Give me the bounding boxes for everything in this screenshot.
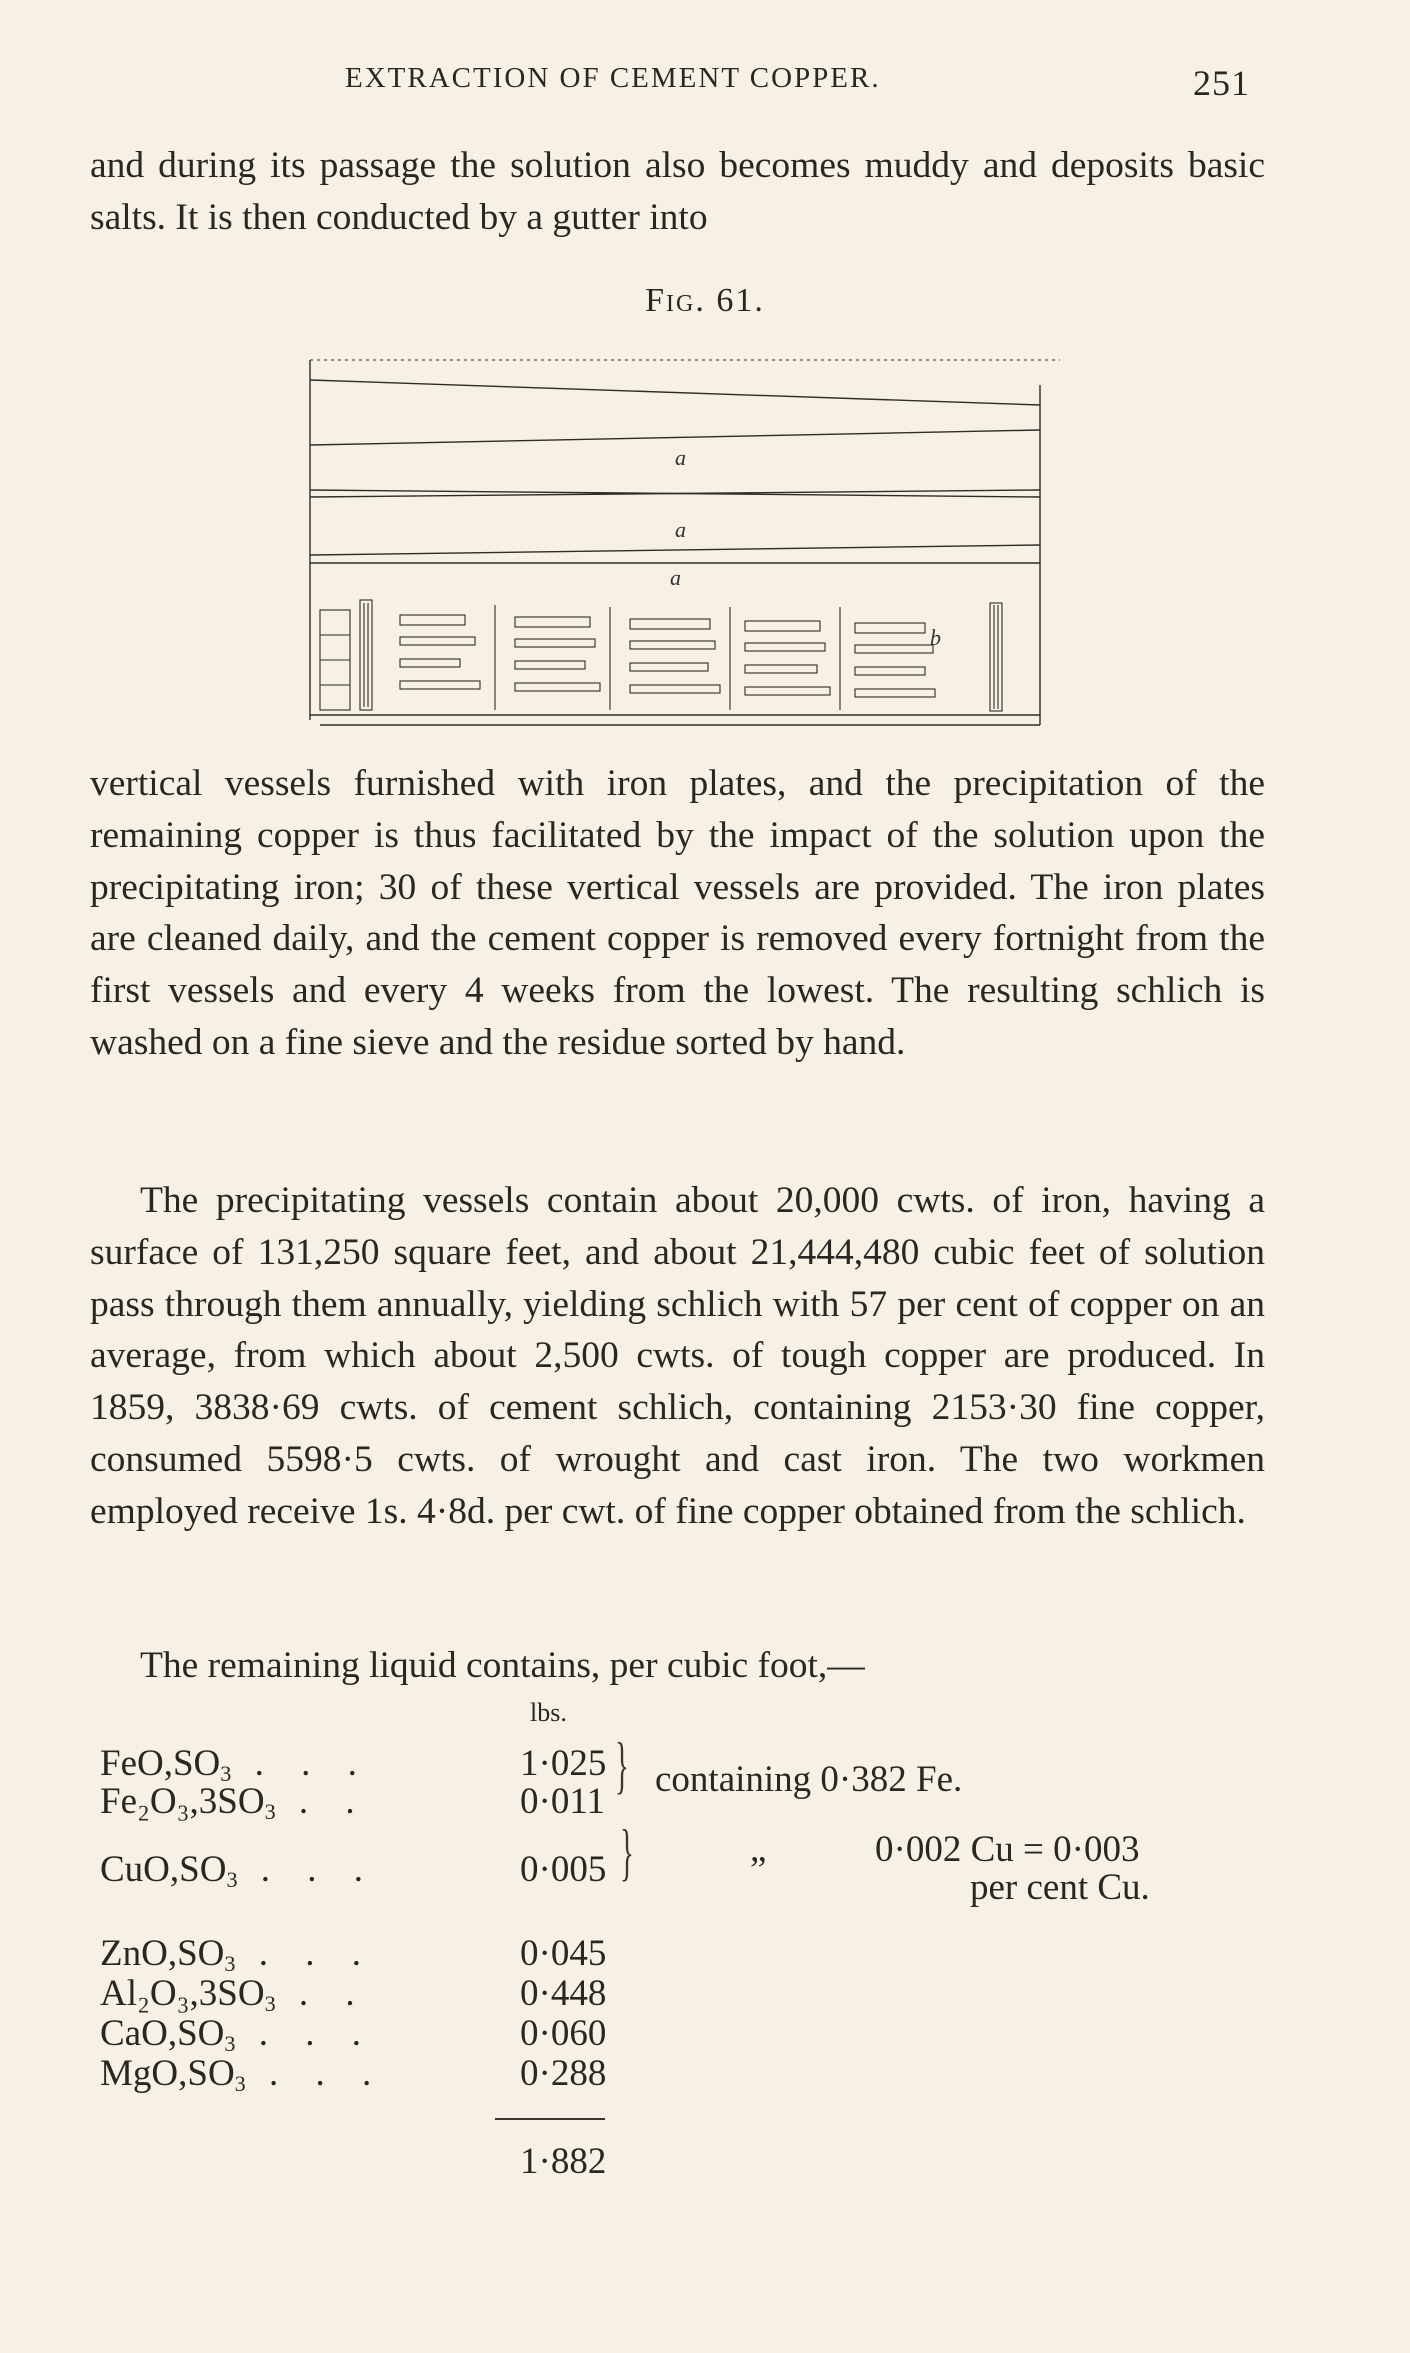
note-cu-line2: per cent Cu. bbox=[970, 1867, 1150, 1908]
value-row-6: 0·060 bbox=[520, 2013, 607, 2054]
paragraph-2: vertical vessels furnished with iron plates, and the precipitation of the remaining copper is thus facilitated by the impact of the solution upon the precipitating iron; 30 of these vertical vessels are provided. The iron plates are cleaned daily, and the cement copper is removed every fortnight from the first vessels and every 4 weeks from the lowest. The resulting schlich is washed on a fine sieve and the residue sorted by hand. bbox=[90, 763, 1265, 1063]
formula-row-7: $MgO,SO_3$ . . . bbox=[100, 2053, 386, 2096]
label-a-middle: a bbox=[675, 517, 686, 542]
value-row-1: 1·025 bbox=[520, 1743, 607, 1784]
note-cu-line1: 0·002 Cu = 0·003 bbox=[875, 1829, 1140, 1870]
value-row-3: 0·005 bbox=[520, 1849, 607, 1890]
formula-row-5: $Al_2O_3,3SO_3$ . . bbox=[100, 1973, 369, 2016]
label-a-lower: a bbox=[670, 565, 681, 590]
running-title: EXTRACTION OF CEMENT COPPER. bbox=[345, 62, 881, 94]
page-number: 251 bbox=[1193, 63, 1250, 103]
label-b: b bbox=[930, 625, 941, 650]
composition-table bbox=[100, 1700, 1300, 2220]
figure-caption: Fig. 61. bbox=[645, 282, 765, 319]
value-row-7: 0·288 bbox=[520, 2053, 607, 2094]
formula-row-1: $FeO,SO_3$ . . . bbox=[100, 1743, 371, 1786]
formula-row-2: $Fe_2O_3,3SO_3$ . . bbox=[100, 1781, 369, 1824]
value-row-4: 0·045 bbox=[520, 1933, 607, 1974]
paragraph-1: and during its passage the solution also becomes muddy and deposits basic salts. It is then conducted by a gutter into bbox=[90, 145, 1265, 238]
unit-header: lbs. bbox=[530, 1698, 567, 1727]
brace-cu: } bbox=[620, 1816, 634, 1887]
value-row-5: 0·448 bbox=[520, 1973, 607, 2014]
paragraph-3: The precipitating vessels contain about 20,000 cwts. of iron, having a surface of 131,250 square feet, and about 21,444,480 cubic feet of solution pass through them annually, yielding schlich with 57 per cent of copper on an average, from which about 2,500 cwts. of tough copper are produced. In 1859, 3838·69 cwts. of cement schlich, containing 2153·30 fine copper, consumed 5598·5 cwts. of wrought and cast iron. The two workmen employed receive 1s. 4·8d. per cwt. of fine copper obtained from the schlich. bbox=[90, 1180, 1265, 1532]
formula-row-4: $ZnO,SO_3$ . . . bbox=[100, 1933, 375, 1976]
brace-fe: } bbox=[615, 1729, 629, 1800]
figure-61 bbox=[290, 345, 1070, 745]
note-fe: containing 0·382 Fe. bbox=[655, 1759, 963, 1800]
paragraph-4: The remaining liquid contains, per cubic foot,— bbox=[140, 1645, 865, 1686]
figure-61-drawing bbox=[290, 345, 1070, 745]
note-cu-ditto: „ bbox=[750, 1829, 767, 1870]
total-value: 1·882 bbox=[520, 2141, 607, 2182]
label-a-upper: a bbox=[675, 445, 686, 470]
formula-row-3: $CuO,SO_3$ . . . bbox=[100, 1849, 378, 1892]
running-header bbox=[90, 62, 1250, 112]
value-row-2: 0·011 bbox=[520, 1781, 605, 1822]
formula-row-6: $CaO,SO_3$ . . . bbox=[100, 2013, 375, 2056]
total-rule bbox=[495, 2118, 605, 2120]
